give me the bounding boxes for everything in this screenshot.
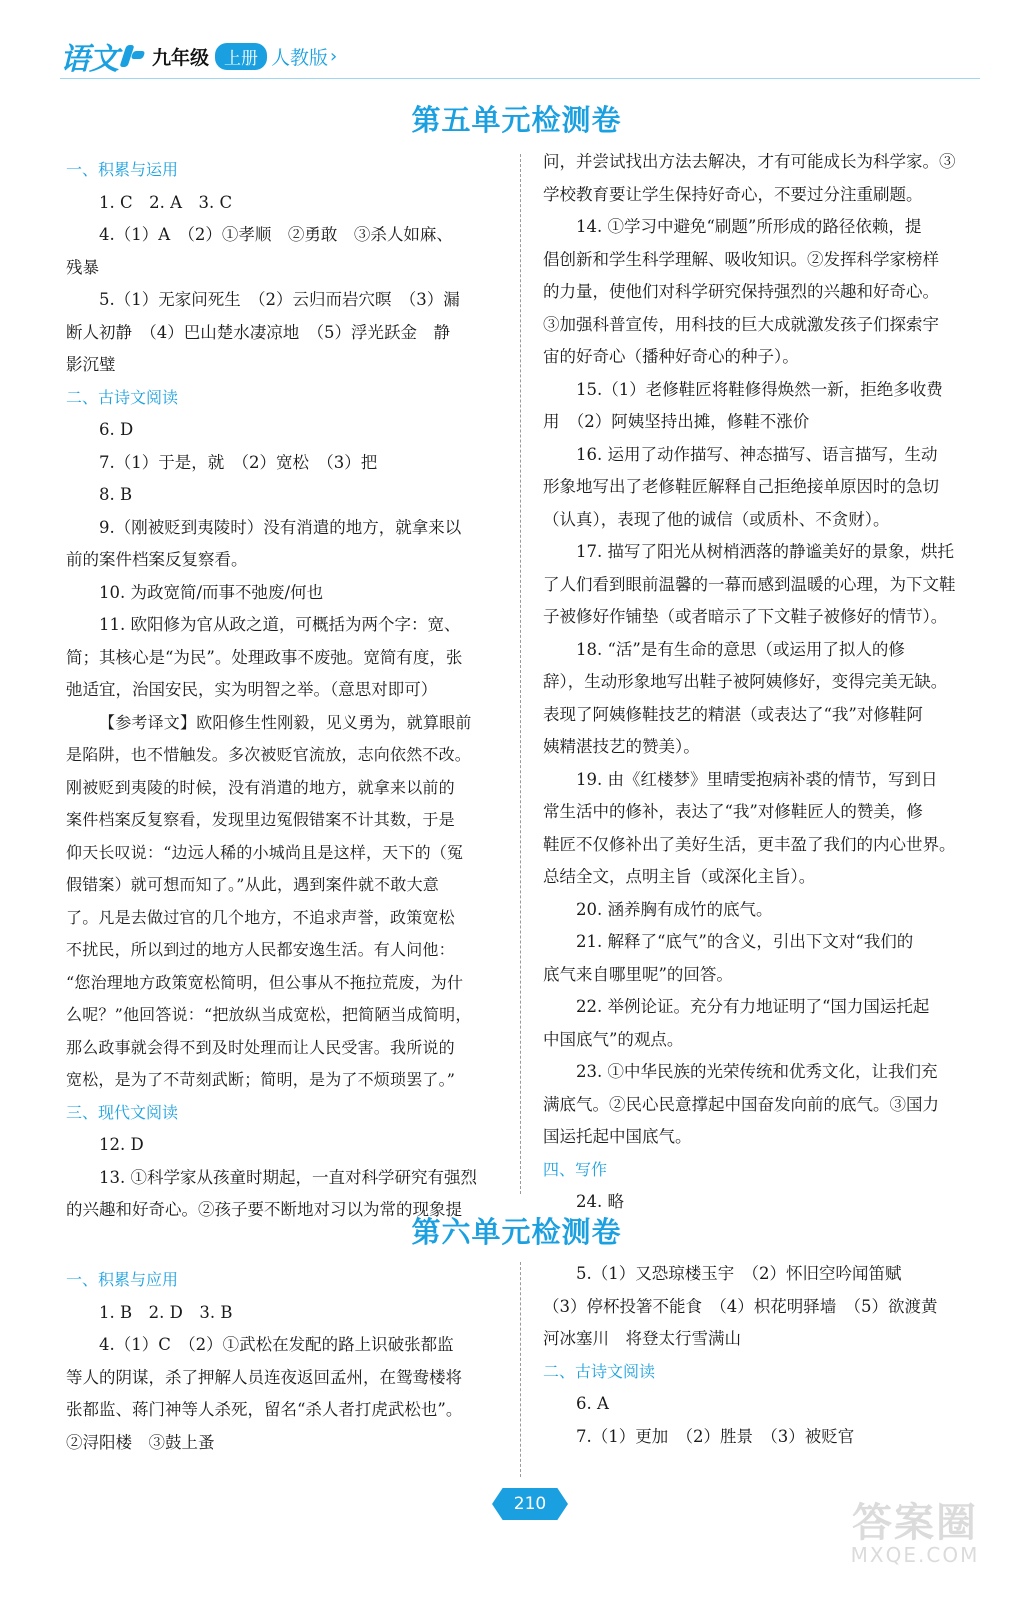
answer-line: 前的案件档案反复察看。	[66, 550, 248, 569]
answer-line: 残暴	[66, 257, 99, 277]
answer-line: 14. ①学习中避免“刷题”所形成的路径依赖，提	[576, 217, 922, 236]
answer-line: 了。凡是去做过官的几个地方，不追求声誉，政策宽松	[66, 907, 455, 927]
answer-line: 【参考译文】欧阳修生性刚毅，见义勇为，就算眼前	[99, 712, 472, 732]
answer-line: 24. 略	[576, 1192, 624, 1211]
leaf-mark-icon	[120, 41, 146, 71]
answer-line: 9.（刚被贬到夷陵时）没有消遣的地方，就拿来以	[99, 517, 462, 537]
answer-line: 23. ①中华民族的光荣传统和优秀文化，让我们充	[576, 1062, 938, 1081]
answer-line: 倡创新和学生科学理解、吸收知识。②发挥科学家榜样	[543, 249, 939, 269]
unit5-title: 第五单元检测卷	[411, 103, 622, 137]
chevron-right-icon: ›	[330, 45, 338, 67]
section-heading: 二、古诗文阅读	[66, 387, 179, 407]
answer-line: 20. 涵养胸有成竹的底气。	[576, 899, 773, 919]
answer-line: 6. A	[576, 1394, 609, 1413]
answer-line: 11. 欧阳修为官从政之道，可概括为两个字：宽、	[99, 615, 461, 634]
answer-line: 河冰塞川 将登太行雪满山	[543, 1329, 741, 1348]
answer-line: 22. 举例论证。充分有力地证明了“国力国运托起	[576, 997, 930, 1016]
unit5-left-column	[66, 154, 512, 1227]
answer-line: 中国底气”的观点。	[543, 1029, 684, 1049]
unit6-right-column	[543, 1258, 987, 1453]
answer-line: 15.（1）老修鞋匠将鞋修得焕然一新，拒绝多收费	[576, 379, 943, 399]
section-heading: 四、写作	[543, 1159, 608, 1179]
edition-label: 人教版	[271, 46, 329, 69]
answer-line: ③加强科普宣传，用科技的巨大成就激发孩子们探索宇	[543, 314, 939, 334]
answer-line: 么呢？”他回答说：“把放纵当成宽松，把简陋当成简明，	[66, 1005, 472, 1024]
answer-line: 总结全文，点明主旨（或深化主旨）。	[543, 867, 816, 886]
answer-line: 常生活中的修补，表达了“我”对修鞋匠人的赞美，修	[543, 802, 923, 821]
answer-line: 宽松，是为了不苛刻武断；简明，是为了不烦琐罢了。”	[66, 1070, 456, 1089]
answer-line: 的力量，使他们对科学研究保持强烈的兴趣和好奇心。	[543, 282, 939, 301]
answer-line: （认真），表现了他的诚信（或质朴、不贪财）。	[543, 509, 890, 529]
answer-line: 13. ①科学家从孩童时期起，一直对科学研究有强烈	[99, 1167, 477, 1187]
book-header	[60, 38, 338, 77]
page-number: 210	[513, 1494, 547, 1514]
answer-line: 6. D	[99, 420, 134, 439]
answer-line: 底气来自哪里呢”的回答。	[543, 964, 733, 984]
column-divider	[520, 154, 521, 1194]
answer-line: 12. D	[99, 1135, 144, 1154]
answer-line: 16. 运用了动作描写、神态描写、语言描写，生动	[576, 444, 938, 464]
answer-line: 问，并尝试找出方法去解决，才有可能成长为科学家。③	[543, 152, 956, 171]
answer-line: 是陷阱，也不惜触发。多次被贬官流放，志向依然不改。	[66, 745, 472, 764]
answer-line: 用 （2）阿姨坚持出摊，修鞋不涨价	[543, 412, 810, 431]
unit5-right-column	[543, 146, 987, 1219]
answer-line: 刚被贬到夷陵的时候，没有消遣的地方，就拿来以前的	[66, 777, 455, 797]
answer-line: 了人们看到眼前温馨的一幕而感到温暖的心理，为下文鞋	[543, 574, 956, 594]
answer-line: （3）停杯投箸不能食 （4）枳花明驿墙 （5）欲渡黄	[543, 1296, 938, 1316]
answer-line: “您治理地方政策宽松简明，但公事从不拖拉荒废，为什	[66, 972, 464, 992]
answer-line: 19. 由《红楼梦》里晴雯抱病补裘的情节，写到日	[576, 769, 938, 789]
answer-line: 等人的阴谋，杀了押解人员连夜返回孟州，在鸳鸯楼将	[66, 1367, 462, 1387]
answer-line: 21. 解释了“底气”的含义，引出下文对“我们的	[576, 932, 914, 951]
watermark-url: MXQE.COM	[850, 1543, 980, 1567]
answer-line: 5.（1）又恐琼楼玉宇 （2）怀旧空吟闻笛赋	[576, 1264, 902, 1283]
page-number-badge	[492, 1488, 568, 1520]
section-heading: 二、古诗文阅读	[543, 1361, 656, 1381]
answer-line: 影沉璧	[66, 355, 116, 374]
volume-badge: 上册	[215, 43, 267, 70]
answer-line: 1. C 2. A 3. C	[99, 192, 233, 212]
answer-line: 7.（1）于是，就 （2）宽松 （3）把	[99, 452, 378, 472]
section-heading: 一、积累与应用	[66, 1270, 179, 1289]
answer-line: 1. B 2. D 3. B	[99, 1302, 233, 1322]
answer-line: 断人初静 （4）巴山楚水凄凉地 （5）浮光跃金 静	[66, 322, 450, 342]
answer-line: 学校教育要让学生保持好奇心，不要过分注重刷题。	[543, 184, 923, 204]
answer-line: 8. B	[99, 485, 133, 504]
answer-line: 姨精湛技艺的赞美）。	[543, 737, 700, 756]
answer-line: 满底气。②民心民意撑起中国奋发向前的底气。③国力	[543, 1094, 939, 1114]
header-divider	[60, 78, 980, 79]
answer-line: 5.（1）无家问死生 （2）云归而岩穴暝 （3）漏	[99, 290, 460, 309]
answer-line: 不扰民，所以到过的地方人民都安逸生活。有人问他：	[66, 940, 455, 959]
answer-line: 张都监、蒋门神等人杀死，留名“杀人者打虎武松也”。	[66, 1400, 463, 1419]
answer-line: 4.（1）A （2）①孝顺 ②勇敢 ③杀人如麻、	[99, 225, 453, 244]
answer-line: 辞），生动形象地写出鞋子被阿姨修好，变得完美无缺。	[543, 672, 948, 691]
answer-line: 4.（1）C （2）①武松在发配的路上识破张都监	[99, 1335, 454, 1354]
unit6-title: 第六单元检测卷	[411, 1215, 622, 1249]
brand-logo: 语文	[60, 42, 118, 77]
answer-line: 假错案）就可想而知了。”从此，遇到案件就不敢大意	[66, 875, 439, 894]
answer-line: 18. “活”是有生命的意思（或运用了拟人的修	[576, 639, 905, 659]
answer-line: 简；其核心是“为民”。处理政事不废弛。宽简有度，张	[66, 647, 463, 667]
answer-line: 弛适宜，治国安民，实为明智之举。（意思对即可）	[66, 680, 438, 699]
grade-label: 九年级	[152, 46, 210, 69]
answer-line: 宙的好奇心（播种好奇心的种子）。	[543, 347, 799, 366]
answer-line: 国运托起中国底气。	[543, 1127, 692, 1146]
section-heading: 三、现代文阅读	[66, 1102, 179, 1122]
watermark	[825, 1502, 1005, 1572]
answer-line: 仰天长叹说：“边远人稀的小城尚且是这样，天下的（冤	[66, 842, 464, 862]
answer-line: 形象地写出了老修鞋匠解释自己拒绝接单原因时的急切	[543, 477, 939, 496]
column-divider	[520, 1262, 521, 1477]
answer-line: 10. 为政宽简/而事不弛废/何也	[99, 582, 324, 602]
answer-line: 表现了阿姨修鞋技艺的精湛（或表达了“我”对修鞋阿	[543, 704, 923, 724]
answer-line: 17. 描写了阳光从树梢洒落的静谧美好的景象，烘托	[576, 542, 954, 561]
answer-line: 的兴趣和好奇心。②孩子要不断地对习以为常的现象提	[66, 1200, 462, 1219]
answer-line: 7.（1）更加 （2）胜景 （3）被贬官	[576, 1426, 855, 1446]
answer-line: 那么政事就会得不到及时处理而让人民受害。我所说的	[66, 1037, 455, 1057]
answer-line: 案件档案反复察看，发现里边冤假错案不计其数，于是	[66, 810, 455, 829]
answer-line: 子被修好作铺垫（或者暗示了下文鞋子被修好的情节）。	[543, 607, 948, 626]
answer-line: ②浔阳楼 ③鼓上蚤	[66, 1432, 215, 1452]
unit6-left-column	[66, 1264, 512, 1459]
watermark-logo-text: 答案圈	[852, 1500, 978, 1546]
answer-line: 鞋匠不仅修补出了美好生活，更丰盈了我们的内心世界。	[543, 834, 956, 854]
section-heading: 一、积累与运用	[66, 160, 179, 179]
